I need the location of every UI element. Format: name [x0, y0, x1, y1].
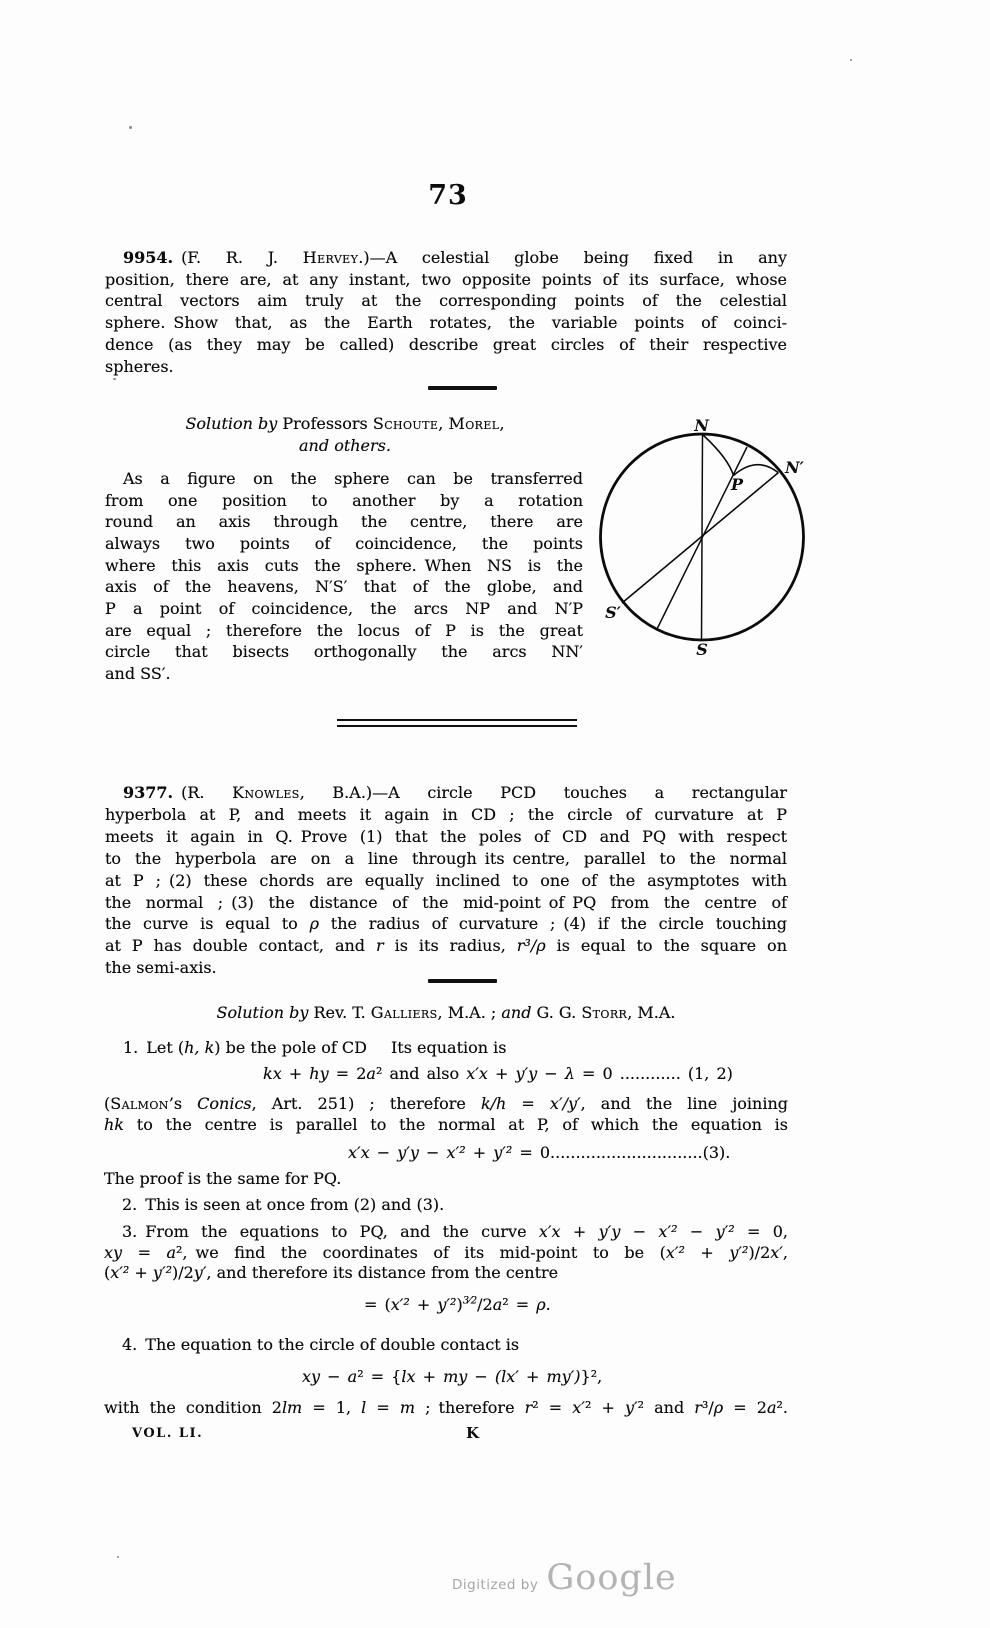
solution-9377-salmon-paragraph: (Salmon’s Conics, Art. 251) ; therefore k/h = x′/y′, and the line joining hk to the centre is parallel to the normal at P, of which the equation is	[104, 1094, 788, 1134]
footer-signature-mark: K	[466, 1424, 480, 1442]
label-n: N	[694, 416, 709, 435]
digitized-watermark	[452, 1558, 677, 1598]
google-logo: Google	[546, 1558, 677, 1598]
solution-9377-item-4: 4. The equation to the circle of double contact is	[122, 1335, 520, 1354]
problem-9954-statement: 9954. (F. R. J. Hervey.)—A celestial globe being fixed in any position, there are, at any instant, two opposite points of its surface, whose central vectors aim truly at the corresponding points of the celestial sphere. Show that, as the Earth rotates, the variable points of coinci- dence (as they may be called) describe great circles of their respective spheres.	[105, 248, 787, 376]
problem-9377-statement: 9377. (R. Knowles, B.A.)—A circle PCD touches a rectangular hyperbola at P, and meets it again in CD ; the circle of curvature at P meets it again in Q. Prove (1) that the poles of CD and PQ with respect to the hyperbola are on a line through its centre, parallel to the normal at P ; (2) these chords are equally inclined to one of the asymptotes with the normal ; (3) the distance of the mid-point of PQ from the centre of the curve is equal to ρ the radius of curvature ; (4) if the circle touching at P has double contact, and r is its radius, r³/ρ is equal to the square on the semi-axis.	[105, 783, 788, 978]
scan-speck	[113, 378, 116, 380]
sphere-figure-svg	[573, 398, 835, 670]
label-p: P	[731, 475, 744, 494]
sphere-figure	[573, 398, 835, 670]
page-number: 73	[428, 180, 468, 211]
solution-9377-heading: Solution by Rev. T. Galliers, M.A. ; and G. G. Storr, M.A.	[216, 1003, 676, 1022]
label-n-prime: N′	[785, 458, 804, 477]
arc-n1p	[734, 465, 779, 476]
label-s-prime: S′	[605, 603, 621, 622]
scan-speck	[850, 59, 852, 61]
solution-9377-item-3: 3. From the equations to PQ, and the curve x′x + y′y − x′² − y′² = 0, xy = a², we find the coordinates of its mid-point to be (x′² + y′²)/2x′, (x′² + y′²)/2y′, and therefore its distance from the centre	[104, 1222, 789, 1282]
equation-1-2: kx + hy = 2a² and also x′x + y′y − λ = 0 ............ (1, 2)	[263, 1064, 733, 1083]
equation-double-contact: xy − a² = {lx + my − (lx′ + my′)}²,	[302, 1367, 603, 1386]
scan-speck	[129, 126, 132, 129]
double-rule	[337, 719, 577, 727]
arc-np	[703, 435, 734, 476]
equation-3: x′x − y′y − x′² + y′² = 0..............................(3).	[348, 1143, 731, 1162]
watermark-prefix: Digitized by	[452, 1577, 539, 1593]
footer-volume: VOL. LI.	[132, 1426, 204, 1441]
section-rule	[428, 386, 497, 390]
solution-9954-text: As a figure on the sphere can be transferred from one position to another by a rotation round an axis through the centre, there are always two points of coincidence, the points where this axis cuts the sphere. When NS is the axis of the heavens, N′S′ that of the globe, and P a point of coincidence, the arcs NP and N′P are equal ; therefore the locus of P is the great circle that bisects orthogonally the arcs NN′ and SS′.	[105, 469, 583, 683]
section-rule	[428, 979, 497, 983]
solution-9377-item-2: 2. This is seen at once from (2) and (3).	[122, 1195, 445, 1214]
scan-speck	[117, 1556, 119, 1558]
label-s: S	[696, 640, 708, 659]
equation-midpoint-distance: = $(x'^2 + y'^2)^{3⁄2}/2a^2 = \rho$.	[364, 1295, 551, 1314]
solution-9377-item-1: 1. Let (h, k) be the pole of CD Its equation is	[123, 1038, 507, 1057]
solution-9954-heading: Solution by Professors Schoute, Morel, and others.	[185, 414, 505, 456]
solution-9377-proof-note: The proof is the same for PQ.	[104, 1169, 342, 1188]
solution-9377-conclusion: with the condition 2lm = 1, l = m ; therefore r² = x′² + y′² and r³/ρ = 2a².	[104, 1398, 788, 1417]
axis-n1s1-line	[622, 473, 779, 604]
